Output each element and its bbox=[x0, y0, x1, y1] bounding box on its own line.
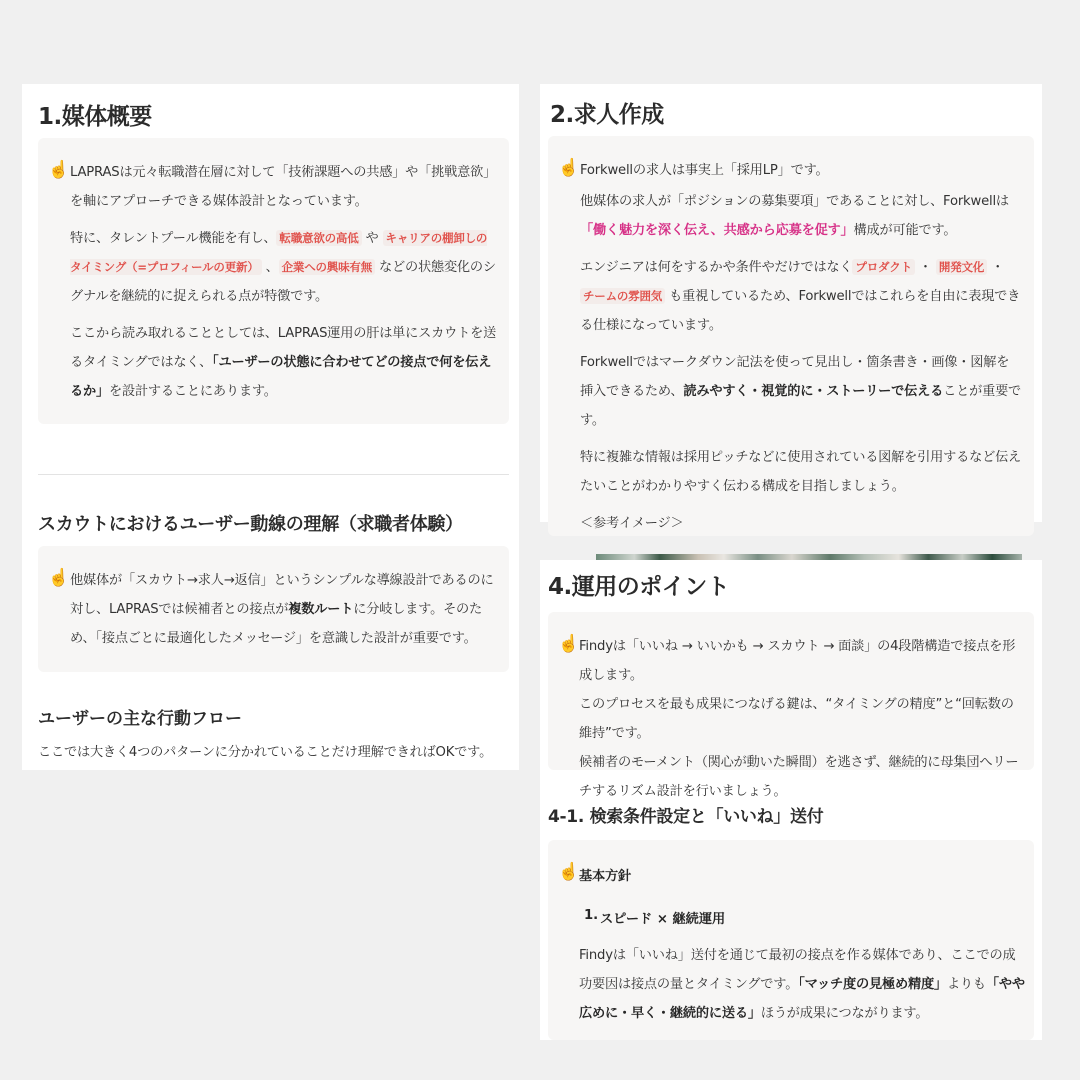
callout-paragraph bbox=[580, 253, 1022, 340]
callout-paragraph: Forkwellの求人は事実上「採用LP」です。 bbox=[580, 163, 829, 178]
page-title: 1.媒体概要 bbox=[38, 104, 152, 130]
highlight-tag: 転職意欲の高低 bbox=[276, 230, 361, 246]
pointing-up-hand-icon: ☝️ bbox=[558, 862, 580, 882]
callout-paragraph bbox=[70, 224, 498, 311]
highlight-tag: 開発文化 bbox=[936, 259, 987, 275]
callout-text bbox=[579, 941, 1025, 1028]
callout-text bbox=[580, 156, 1022, 538]
callout-paragraph bbox=[579, 941, 1025, 1028]
callout-basic-policy bbox=[548, 840, 1034, 1040]
list-item-number: 1. bbox=[584, 908, 599, 923]
emphasis-text: 「働く魅力を深く伝え、共感から応募を促す」 bbox=[580, 223, 854, 238]
callout-job-creation bbox=[548, 136, 1034, 536]
callout-text bbox=[579, 632, 1025, 806]
page-title: 2.求人作成 bbox=[550, 102, 664, 128]
text-span: 、 bbox=[261, 260, 279, 275]
callout-paragraph bbox=[580, 348, 1022, 435]
pointing-up-hand-icon: ☝️ bbox=[558, 158, 580, 178]
text-span: ・ bbox=[914, 260, 936, 275]
bold-text: 読みやすく・視覚的に・ストーリーで伝える bbox=[683, 384, 944, 399]
bold-text: 「やや広めに・早く・継続的に送る」 bbox=[579, 977, 1025, 1021]
text-span: ここから読み取れることとしては、LAPRAS運用の肝は単にスカウトを送るタイミングではなく、 bbox=[70, 326, 497, 370]
callout-paragraph: ＜参考イメージ＞ bbox=[580, 516, 684, 531]
callout-line: このプロセスを最も成果につなげる鍵は、“タイミングの精度”と“回転数の維持”です。 bbox=[579, 697, 1014, 741]
callout-heading: 基本方針 bbox=[579, 869, 631, 884]
highlight-tag: 企業への興味有無 bbox=[279, 259, 375, 275]
highlight-tag: キャリアの棚卸しのタイミング（=プロフィールの更新） bbox=[70, 231, 488, 274]
callout-line: Findyは「いいね → いいかも → スカウト → 面談」の4段階構造で接点を形成します。 bbox=[579, 639, 1016, 683]
text-span: ほうが成果につながります。 bbox=[760, 1006, 929, 1021]
text-span: や bbox=[361, 231, 383, 246]
bold-text: 「マッチ度の見極め精度」 bbox=[798, 977, 947, 992]
bold-text: 複数ルート bbox=[288, 602, 354, 617]
text-span: を設計することにあります。 bbox=[108, 384, 277, 399]
callout-media-overview bbox=[38, 138, 509, 424]
callout-paragraph: 特に複雑な情報は採用ピッチなどに使用されている図解を引用するなど伝えたいことがわかりやすく伝わる構成を目指しましょう。 bbox=[580, 450, 1022, 494]
text-span: 他媒体が「スカウト→求人→返信」というシンプルな導線設計であるのに対し、LAPRASでは候補者との接点が bbox=[70, 573, 494, 617]
list-item: スピード × 継続運用 bbox=[600, 912, 726, 927]
panel-job-creation bbox=[540, 84, 1042, 531]
text-span: Forkwellではマークダウン記法を使って見出し・箇条書き・画像・図解を挿入できるため、 bbox=[580, 355, 1010, 399]
pointing-up-hand-icon: ☝️ bbox=[48, 568, 70, 588]
pointing-up-hand-icon: ☝️ bbox=[558, 634, 580, 654]
panel-media-overview bbox=[22, 84, 519, 770]
text-span: 他媒体の求人が「ポジションの募集要項」であることに対し、Forkwellは bbox=[580, 194, 1009, 209]
text-span: 特に、タレントプール機能を有し、 bbox=[70, 231, 277, 246]
page-title: 4.運用のポイント bbox=[548, 574, 730, 600]
callout-paragraph bbox=[70, 319, 498, 406]
text-span: も重視しているため、Forkwellではこれらを自由に表現できる仕様になっています。 bbox=[580, 289, 1021, 333]
callout-text bbox=[70, 158, 498, 406]
divider bbox=[38, 474, 509, 475]
callout-user-flow bbox=[38, 546, 509, 672]
text-span: に分岐します。そのため、「接点ごとに最適化したメッセージ」を意識した設計が重要です。 bbox=[70, 602, 483, 646]
callout-paragraph bbox=[70, 566, 498, 653]
section-title: スカウトにおけるユーザー動線の理解（求職者体験） bbox=[38, 514, 463, 535]
subsection-title: ユーザーの主な行動フロー bbox=[38, 709, 242, 729]
highlight-tag: プロダクト bbox=[852, 259, 915, 275]
callout-paragraph: LAPRASは元々転職潜在層に対して「技術課題への共感」や「挑戦意欲」を軸にアプローチできる媒体設計となっています。 bbox=[70, 165, 497, 209]
callout-paragraph bbox=[580, 187, 1022, 245]
pointing-up-hand-icon: ☝️ bbox=[48, 160, 70, 180]
callout-operation-points bbox=[548, 612, 1034, 799]
callout-line: 候補者のモーメント（関心が動いた瞬間）を逃さず、継続的に母集団へリーチするリズム設計を行いましょう。 bbox=[579, 755, 1019, 799]
section-title: 4-1. 検索条件設定と「いいね」送付 bbox=[548, 807, 824, 827]
text-span: Findyは「いいね」送付を通じて最初の接点を作る媒体であり、ここでの成功要因は接点の量とタイミングです。 bbox=[579, 948, 1016, 992]
text-span: よりも bbox=[946, 977, 986, 992]
bold-text: 「ユーザーの状態に合わせてどの接点で何を伝えるか」 bbox=[70, 355, 492, 399]
panel-operation-points bbox=[540, 560, 1042, 1040]
text-span: 構成が可能です。 bbox=[853, 223, 957, 238]
text-span: ことが重要です。 bbox=[580, 384, 1022, 428]
text-span: エンジニアは何をするかや条件やだけではなく bbox=[580, 260, 853, 275]
text-span: などの状態変化のシグナルを継続的に捉えられる点が特徴です。 bbox=[70, 260, 496, 304]
body-text: ここでは大きく4つのパターンに分かれていることだけ理解できればOKです。 bbox=[38, 745, 493, 760]
text-span: ・ bbox=[987, 260, 1005, 275]
highlight-tag: チームの雰囲気 bbox=[580, 288, 665, 304]
callout-text bbox=[70, 566, 498, 653]
